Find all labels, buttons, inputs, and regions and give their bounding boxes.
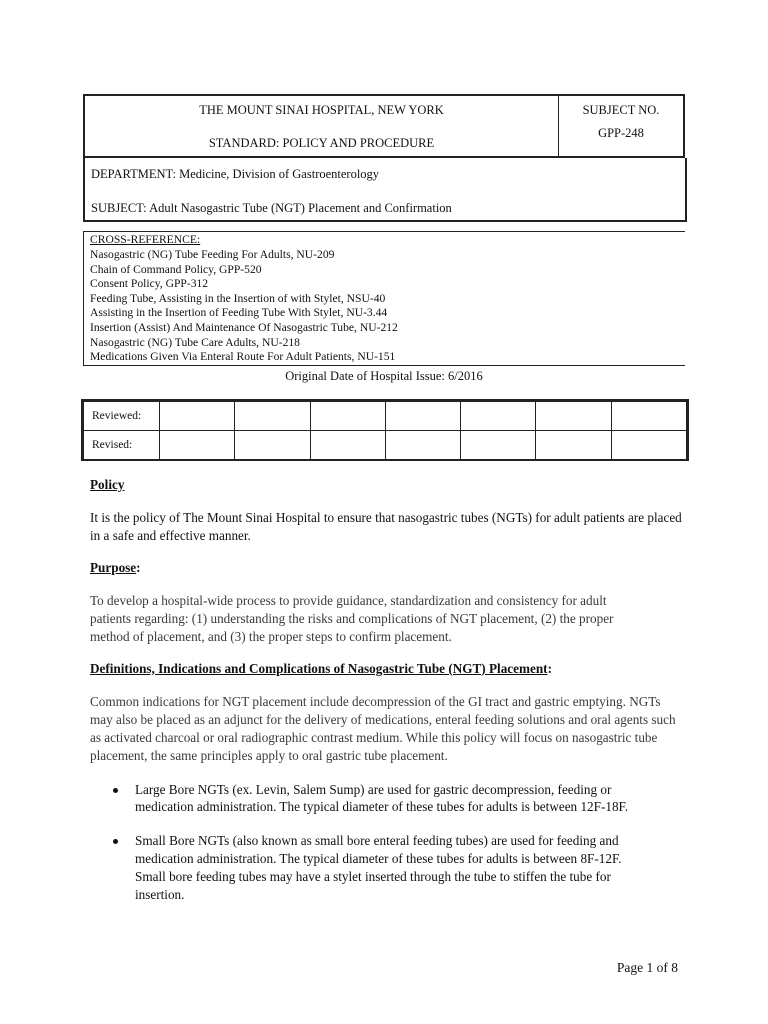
policy-heading: Policy [90, 477, 125, 492]
original-date: Original Date of Hospital Issue: 6/2016 [285, 369, 483, 383]
revised-cell [235, 431, 310, 460]
standard-label: STANDARD: POLICY AND PROCEDURE [208, 136, 435, 150]
review-cell [461, 402, 536, 431]
cross-reference-title: CROSS-REFERENCE: [90, 233, 201, 246]
cross-reference-block [83, 231, 685, 366]
revised-label: Revised: [84, 431, 160, 460]
list-spacer [90, 816, 690, 832]
review-cell [235, 402, 310, 431]
revised-cell [385, 431, 460, 460]
policy-text: It is the policy of The Mount Sinai Hospital to ensure that nasogastric tubes (NGTs) for adult patients are placed in a safe and effective manner. [90, 509, 682, 543]
department-block [83, 158, 687, 222]
cross-reference-item: Chain of Command Policy, GPP-520 [90, 262, 262, 276]
cross-reference-list [90, 248, 398, 365]
revised-cell [160, 431, 235, 460]
review-table [81, 399, 689, 461]
purpose-heading-line [90, 559, 690, 577]
bullet-text: Large Bore NGTs (ex. Levin, Salem Sump) are used for gastric decompression, feeding or medication administration. The typical diameter of these tubes for adults is between 12F-18F. [135, 781, 629, 815]
list-item [90, 832, 655, 903]
department-line: DEPARTMENT: Medicine, Division of Gastroenterology [91, 167, 380, 181]
cross-reference-item: Nasogastric (NG) Tube Care Adults, NU-218 [90, 335, 300, 349]
document-body [90, 476, 690, 903]
revised-cell [461, 431, 536, 460]
revised-row [84, 431, 687, 460]
cross-reference-item: Feeding Tube, Assisting in the Insertion of with Stylet, NSU-40 [90, 291, 386, 305]
cross-reference-item: Insertion (Assist) And Maintenance Of Nasogastric Tube, NU-212 [90, 320, 398, 334]
cross-reference-item: Consent Policy, GPP-312 [90, 277, 209, 291]
purpose-text: To develop a hospital-wide process to provide guidance, standardization and consistency for adult patients regarding: (1) understanding the risks and complications of NGT placement, (2) the proper method of placement, and (3) the proper steps to confirm placement. [90, 593, 614, 644]
header-table [83, 94, 685, 158]
revised-cell [611, 431, 686, 460]
purpose-heading-colon: : [136, 560, 141, 576]
review-cell [611, 402, 686, 431]
bullet-icon [113, 788, 118, 793]
review-cell [385, 402, 460, 431]
subject-line: SUBJECT: Adult Nasogastric Tube (NGT) Placement and Confirmation [91, 201, 452, 215]
hospital-name: THE MOUNT SINAI HOSPITAL, NEW YORK [199, 103, 444, 117]
cross-reference-item: Medications Given Via Enteral Route For Adult Patients, NU-151 [90, 350, 396, 364]
subject-no-value: GPP-248 [598, 126, 644, 140]
revised-cell [310, 431, 385, 460]
review-cell [160, 402, 235, 431]
definitions-text: Common indications for NGT placement include decompression of the GI tract and gastric emptying. NGTs may also be placed as an adjunct for the delivery of medications, enteral feeding solutions and oral agents such as activated charcoal or oral radiographic contrast medium. While this policy will focus on nasogastric tube placement, the same principles apply to oral gastric tube placement. [90, 694, 676, 763]
bullet-text: Small Bore NGTs (also known as small bore enteral feeding tubes) are used for feeding and medication administration. The typical diameter of these tubes for adults is between 8F-12F. Small bore feeding tubes may have a stylet inserted through the tube to stiffen the tube for insertion. [135, 833, 622, 902]
definitions-heading-line [90, 660, 690, 678]
review-cell [310, 402, 385, 431]
reviewed-label: Reviewed: [84, 402, 160, 431]
tube-types-list [90, 781, 690, 904]
subject-no-label: SUBJECT NO. [582, 103, 660, 117]
review-cell [536, 402, 611, 431]
subject-number-cell [559, 96, 683, 156]
revised-cell [536, 431, 611, 460]
bullet-icon [113, 839, 118, 844]
list-item [90, 781, 655, 817]
page-number: Page 1 of 8 [616, 960, 678, 975]
definitions-heading-colon: : [547, 660, 552, 676]
purpose-heading: Purpose [90, 560, 137, 576]
reviewed-row [84, 402, 687, 431]
definitions-heading: Definitions, Indications and Complications of Nasogastric Tube (NGT) Placement [90, 660, 548, 676]
header-title-cell [85, 96, 559, 156]
cross-reference-item: Assisting in the Insertion of Feeding Tube With Stylet, NU-3.44 [90, 306, 388, 320]
cross-reference-item: Nasogastric (NG) Tube Feeding For Adults, NU-209 [90, 248, 335, 261]
